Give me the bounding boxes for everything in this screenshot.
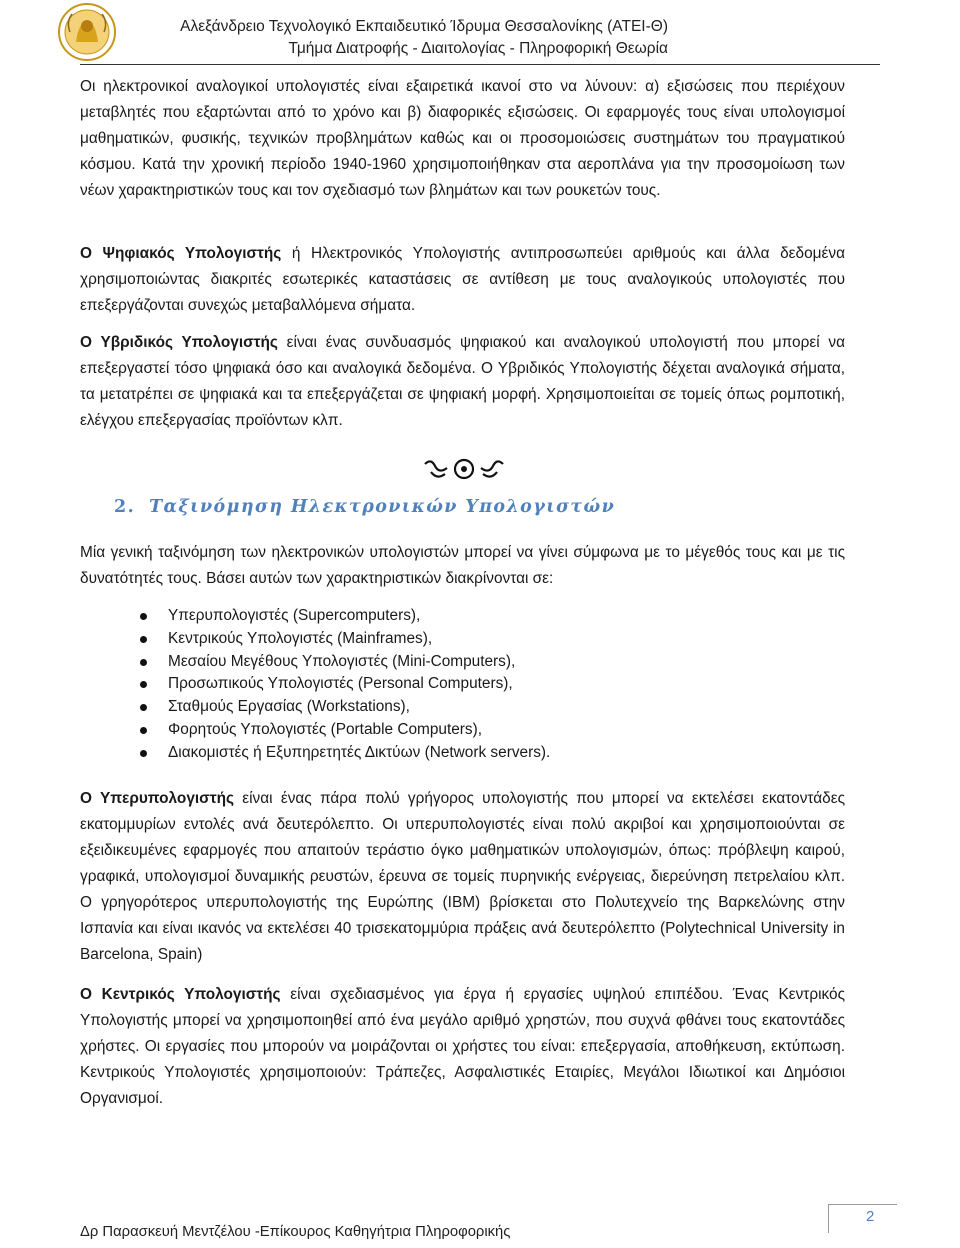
list-item-text: Σταθμούς Εργασίας (Workstations), xyxy=(168,698,410,716)
list-item xyxy=(80,605,550,628)
section-heading xyxy=(114,497,615,517)
paragraph-classification-intro: Μία γενική ταξινόμηση των ηλεκτρονικών υπολογιστών μπορεί να γίνει σύμφωνα με το μέγεθός τους και με τις δυνατότητές τους. Βάσει αυτών των χαρακτηριστικών διακρίνονται σε: xyxy=(80,544,845,587)
paragraph-text: είναι σχεδιασμένος για έργα ή εργασίες υψηλού επιπέδου. Ένας Κεντρικός Υπολογιστής μπορεί να χρησιμοποιηθεί από ένα μεγάλο αριθμό χρηστών, που συχνά φθάνει τους εκατοντάδες χρήστες. Οι εργασίες που μπορούν να μοιράζονται οι χρήστες του είναι: επεξεργασία, αποθήκευση, εκτύπωση. Κεντρικούς Υπολογιστές χρησιμοποιούν: Τράπεζες, Ασφαλιστικές Εταιρίες, Μεγάλοι Ιδιωτικοί και Δημόσιοι Οργανισμοί. xyxy=(80,986,845,1107)
list-item xyxy=(80,696,550,719)
bullet-icon xyxy=(140,750,147,757)
bullet-icon xyxy=(140,727,147,734)
paragraph-supercomputer xyxy=(80,786,845,968)
section-number: 2. xyxy=(114,497,136,517)
paragraph-mainframe xyxy=(80,982,845,1112)
term-supercomputer: Ο Υπερυπολογιστής xyxy=(80,790,234,807)
term-mainframe: Ο Κεντρικός Υπολογιστής xyxy=(80,986,281,1003)
page-number-frame xyxy=(828,1204,897,1233)
list-item xyxy=(80,742,550,765)
paragraph-text: είναι ένας συνδυασμός ψηφιακού και αναλογικού υπολογιστή που μπορεί να επεξεργαστεί τόσο ψηφιακά όσο και αναλογικά δεδομένα. Ο Υβριδικός Υπολογιστής δέχεται αναλογικά σήματα, τα μετατρέπει σε ψηφιακά και τα επεξεργάζεται σε ψηφιακή μορφή. Χρησιμοποιείται σε τομείς όπως ρομποτική, ελέγχου επεξεργασίας προϊόντων κλπ. xyxy=(80,334,845,429)
list-item xyxy=(80,719,550,742)
bullet-icon xyxy=(140,636,147,643)
header-line-2: Τμήμα Διατροφής - Διαιτολογίας - Πληροφορική Θεωρία xyxy=(288,40,668,57)
section-ornament-icon xyxy=(421,454,507,484)
paragraph-hybrid-computer xyxy=(80,330,845,434)
list-item-text: Προσωπικούς Υπολογιστές (Personal Computers), xyxy=(168,675,513,693)
list-item-text: Φορητούς Υπολογιστές (Portable Computers), xyxy=(168,720,483,738)
section-title-text: Ταξινόμηση Ηλεκτρονικών Υπολογιστών xyxy=(149,497,616,517)
computer-types-list xyxy=(80,605,550,765)
paragraph-text: ή Ηλεκτρονικός Υπολογιστής αντιπροσωπεύει αριθμούς και άλλα δεδομένα χρησιμοποιώντας διακριτές εσωτερικές καταστάσεις σε αντίθεση με τους αναλογικούς υπολογιστές που επεξεργάζονται συνεχώς μεταβαλλόμενα σήματα. xyxy=(80,245,845,314)
list-item-text: Κεντρικούς Υπολογιστές (Mainframes), xyxy=(168,629,433,647)
bullet-icon xyxy=(140,704,147,711)
list-item xyxy=(80,651,550,674)
list-item xyxy=(80,628,550,651)
list-item-text: Διακομιστές ή Εξυπηρετητές Δικτύων (Network servers). xyxy=(168,743,551,761)
paragraph-text: είναι ένας πάρα πολύ γρήγορος υπολογιστής που μπορεί να εκτελέσει εκατοντάδες εκατομμυρίων εντολές ανά δευτερόλεπτο. Οι υπερυπολογιστές είναι πολύ ακριβοί και χρησιμοποιούνται σε εξειδικευμένες εφαρμογές που απαιτούν τεράστιο όγκο μαθηματικών υπολογισμών, όπως: πρόβλεψη καιρού, γραφικά, υπολογισμοί δυναμικής ρευστών, έρευνα σε τομείς πυρηνικής ενέργειας, διερεύνηση πετρελαίου κλπ. Ο γρηγορότερος υπερυπολογιστής της Ευρώπης (IBM) βρίσκεται στο Πολυτεχνείο της Βαρκελώνης στην Ισπανία και είναι ικανός να εκτελέσει 40 τρισεκατομμύρια πράξεις ανά δευτερόλεπτο (Polytechnical University in Barcelona, Spain) xyxy=(80,790,845,963)
header-divider xyxy=(80,64,880,65)
term-digital-computer: Ο Ψηφιακός Υπολογιστής xyxy=(80,245,282,262)
paragraph-analog-computers: Οι ηλεκτρονικοί αναλογικοί υπολογιστές είναι εξαιρετικά ικανοί στο να λύνουν: α) εξισώσεις που περιέχουν μεταβλητές που εξαρτώνται από το χρόνο και β) διαφορικές εξισώσεις. Οι εφαρμογές τους είναι υπολογισμοί μαθηματικών, φυσικής, τεχνικών προβλημάτων καθώς και οι προσομοιώσεις συστημάτων του πραγματικού κόσμου. Κατά την χρονική περίοδο 1940-1960 χρησιμοποιήθηκαν στα αεροπλάνα για την προσομοίωση των νέων χαρακτηριστικών τους και τον σχεδιασμό των βλημάτων και των ρουκετών τους. xyxy=(80,78,845,199)
term-hybrid-computer: Ο Υβριδικός Υπολογιστής xyxy=(80,334,278,351)
list-item xyxy=(80,673,550,696)
bullet-icon xyxy=(140,613,147,620)
footer-author: Δρ Παρασκευή Μεντζέλου -Επίκουρος Καθηγήτρια Πληροφορικής xyxy=(80,1224,511,1240)
bullet-icon xyxy=(140,659,147,666)
paragraph-digital-computer xyxy=(80,241,845,319)
page-header xyxy=(0,0,960,64)
list-item-text: Μεσαίου Μεγέθους Υπολογιστές (Mini-Computers), xyxy=(168,652,516,670)
list-item-text: Υπερυπολογιστές (Supercomputers), xyxy=(168,607,421,624)
bullet-icon xyxy=(140,681,147,688)
university-seal-icon xyxy=(56,2,118,62)
page-number: 2 xyxy=(866,1208,875,1225)
header-line-1: Αλεξάνδρειο Τεχνολογικό Εκπαιδευτικό Ίδρυμα Θεσσαλονίκης (ΑΤΕΙ-Θ) xyxy=(180,18,668,35)
header-institution xyxy=(180,16,668,60)
page-number-box xyxy=(828,1204,896,1232)
